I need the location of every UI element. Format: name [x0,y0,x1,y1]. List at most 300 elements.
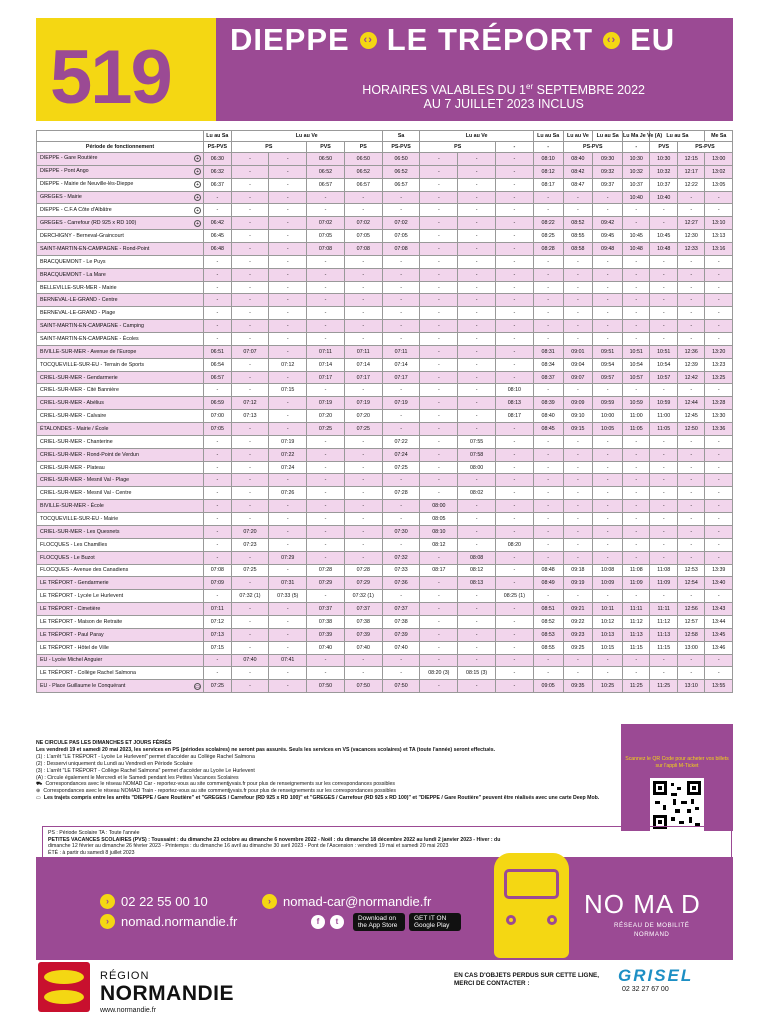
departure-time: - [269,333,307,346]
departure-time: - [623,268,650,281]
departure-time: - [344,255,382,268]
departure-time: 06:52 [307,165,345,178]
qr-code[interactable] [650,778,704,832]
departure-time: 06:54 [204,358,231,371]
departure-time: - [495,243,533,256]
timetable-row [37,577,733,590]
departure-time: 08:34 [533,358,563,371]
departure-time: - [593,513,623,526]
departure-time: - [593,525,623,538]
note-3: (3) : L'arrêt "LE TRÉPORT - Collège Rachel Salmona" permet d'accéder au Lycée Le Hurlevent [36,767,255,774]
connection-icon: + [194,207,201,214]
departure-time: - [458,513,496,526]
departure-time: - [650,461,677,474]
route-panel [216,18,733,121]
departure-time: - [458,384,496,397]
departure-time: - [458,307,496,320]
departure-time: 11:05 [650,423,677,436]
departure-time: - [231,243,269,256]
departure-time: - [420,191,458,204]
departure-time: - [533,294,563,307]
departure-time: 07:07 [231,345,269,358]
departure-time: - [458,615,496,628]
stop-name [37,345,204,358]
stop-name [37,628,204,641]
departure-time: - [344,667,382,680]
departure-time: 08:10 [495,384,533,397]
departure-time: 08:49 [533,577,563,590]
departure-time: - [593,654,623,667]
departure-time: - [495,153,533,166]
departure-time: - [269,217,307,230]
timetable-row [37,603,733,616]
stop-label: LE TRÉPORT - Gendarmerie [40,580,109,587]
departure-time: 10:05 [593,423,623,436]
departure-time: - [563,525,593,538]
departure-time: 07:19 [382,397,420,410]
stop-label: ÉTALONDES - Mairie / École [40,425,109,432]
nomad-sub1: RÉSEAU DE MOBILITÉ [614,922,690,929]
timetable-row [37,487,733,500]
stop-name [37,525,204,538]
departure-time: - [307,320,345,333]
day-group-label: Lu Ma Je Ve (A) [623,131,650,142]
departure-time: 06:42 [204,217,231,230]
departure-time: - [204,294,231,307]
departure-time: 07:40 [382,641,420,654]
departure-time: 07:58 [458,448,496,461]
departure-time: - [307,255,345,268]
departure-time: - [231,615,269,628]
connection-icon: + [194,168,201,175]
via-name: LE TRÉPORT [386,22,594,57]
departure-time: 10:30 [623,153,650,166]
departure-time: 08:10 [533,153,563,166]
header [36,18,733,121]
departure-time: 10:30 [650,153,677,166]
departure-time: - [420,165,458,178]
departure-time: 09:19 [563,577,593,590]
departure-time: - [677,461,704,474]
departure-time: 10:40 [623,191,650,204]
departure-time: 07:29 [269,551,307,564]
departure-time: - [204,654,231,667]
departure-time: 10:37 [623,178,650,191]
departure-time: - [382,513,420,526]
departure-time: 09:10 [563,410,593,423]
departure-time: - [420,204,458,217]
timetable-row [37,615,733,628]
departure-time: 12:33 [677,243,704,256]
departure-time: 12:45 [677,410,704,423]
departure-time: 08:00 [458,461,496,474]
facebook-icon[interactable]: f [311,915,325,929]
departure-time: - [563,500,593,513]
departure-time: 07:38 [344,615,382,628]
departure-time: - [231,487,269,500]
departure-time: 07:20 [231,525,269,538]
departure-time: - [307,307,345,320]
departure-time: 07:08 [204,564,231,577]
departure-time: - [231,423,269,436]
stop-label: TOCQUEVILLE-SUR-EU - Terrain de Sports [40,361,145,368]
departure-time: 07:37 [382,603,420,616]
stop-name [37,243,204,256]
departure-time: - [269,603,307,616]
phone-contact[interactable] [100,894,208,909]
departure-time: - [533,191,563,204]
departure-time: - [705,551,733,564]
departure-time: 07:02 [344,217,382,230]
departure-time: - [677,294,704,307]
period-header-row [37,142,733,153]
departure-time: - [563,255,593,268]
departure-time: 08:55 [533,641,563,654]
departure-time: - [495,680,533,693]
departure-time: 08:45 [533,423,563,436]
departure-time: - [204,461,231,474]
app-store-badge[interactable]: Download on the App Store [353,913,405,931]
departure-time: - [269,641,307,654]
departure-time: 07:24 [269,461,307,474]
departure-time: 13:20 [705,345,733,358]
connection-icon: + [194,181,201,188]
departure-time: - [231,500,269,513]
stop-label: BIVILLE-SUR-MER - École [40,503,104,510]
departure-time: - [458,358,496,371]
departure-time: 13:43 [705,603,733,616]
departure-time: 09:57 [593,371,623,384]
day-group-label: Lu au Sa [593,131,623,142]
departure-time: - [420,628,458,641]
departure-time: - [495,551,533,564]
departure-time: 11:11 [623,603,650,616]
stop-label: CRIEL-SUR-MER - Cité Bannière [40,387,119,394]
departure-time: 12:57 [677,615,704,628]
stop-label: GREGES - Carrefour (RD 925 x RD 100) [40,219,137,226]
stop-label: LE TRÉPORT - Cimetière [40,606,101,612]
departure-time: - [623,513,650,526]
departure-time: 06:50 [344,153,382,166]
departure-time: - [533,513,563,526]
departure-time: 09:23 [563,628,593,641]
website-link[interactable] [100,914,237,929]
stop-label: DIEPPE - Gare Routière [40,155,98,162]
timetable-row [37,153,733,166]
departure-time: - [533,333,563,346]
departure-time: 11:25 [650,680,677,693]
departure-time: - [677,281,704,294]
departure-time: 06:52 [382,165,420,178]
departure-time: - [307,513,345,526]
departure-time: - [382,320,420,333]
stop-label: CRIEL-SUR-MER - Gendarmerie [40,374,118,381]
region-label: RÉGION [100,970,150,982]
departure-time: - [307,204,345,217]
stop-name [37,538,204,551]
departure-time: 06:57 [344,178,382,191]
departure-time: 13:40 [705,577,733,590]
timetable-row [37,641,733,654]
departure-time: - [495,294,533,307]
departure-time: - [650,281,677,294]
departure-time: 10:51 [650,345,677,358]
departure-time: - [231,358,269,371]
departure-time: - [623,217,650,230]
departure-time: - [307,281,345,294]
departure-time: - [495,217,533,230]
departure-time: - [705,435,733,448]
departure-time: 06:57 [382,178,420,191]
departure-time: - [593,333,623,346]
departure-time: 10:54 [650,358,677,371]
period-group-label: PVS [307,142,345,153]
stop-name [37,333,204,346]
departure-time: 12:27 [677,217,704,230]
departure-time: - [677,333,704,346]
departure-time: 07:11 [382,345,420,358]
departure-time: - [593,307,623,320]
departure-time: 11:09 [623,577,650,590]
departure-time: - [231,204,269,217]
periods-box [42,826,732,861]
stop-label: FLOCQUES - Le Buzot [40,554,95,561]
departure-time: 07:17 [307,371,345,384]
departure-time: - [344,191,382,204]
departure-time: - [307,654,345,667]
departure-time: - [269,564,307,577]
departure-time: 08:08 [458,551,496,564]
departure-time: - [344,294,382,307]
stop-name [37,564,204,577]
departure-time: - [623,525,650,538]
departure-time: - [458,217,496,230]
email-contact[interactable] [262,894,431,909]
departure-time: - [269,371,307,384]
departure-time: - [677,384,704,397]
departure-time: 07:05 [307,230,345,243]
departure-time: - [344,281,382,294]
departure-time: 07:08 [307,243,345,256]
departure-time: - [677,538,704,551]
departure-time: 10:59 [623,397,650,410]
departure-time: 12:50 [677,423,704,436]
departure-time: 08:42 [563,165,593,178]
departure-time: - [458,603,496,616]
departure-time: - [382,333,420,346]
departure-time: 07:37 [344,603,382,616]
stop-label: CRIEL-SUR-MER - Mesnil Val - Centre [40,490,132,497]
departure-time: 10:45 [623,230,650,243]
departure-time: - [269,667,307,680]
departure-time: - [344,551,382,564]
departure-time: - [458,165,496,178]
departure-time: 07:24 [382,448,420,461]
departure-time: 10:15 [593,641,623,654]
departure-time: 06:59 [204,397,231,410]
departure-time: - [307,474,345,487]
departure-time: 07:08 [382,243,420,256]
departure-time: - [420,410,458,423]
train-icon: ⊕ [36,788,41,795]
departure-time: 08:13 [495,397,533,410]
notes-line1: Les vendredi 19 et samedi 20 mai 2023, les services en PS (périodes scolaires) ne seront pas assurés. Seuls les services en VS (vacances scolaires) et TA (toute l'année) seront effectués. [36,746,496,753]
departure-time: 07:05 [344,230,382,243]
departure-time: - [420,294,458,307]
departure-time: - [382,204,420,217]
bidirectional-arrow-icon: ‹› [603,32,620,49]
departure-time: - [420,641,458,654]
google-play-badge[interactable]: GET IT ON Google Play [409,913,461,931]
connection-icon: + [194,220,201,227]
timetable-row [37,590,733,603]
departure-time: 06:57 [307,178,345,191]
departure-time: 12:22 [677,178,704,191]
departure-time: - [705,487,733,500]
validity-line1-end: SEPTEMBRE 2022 [533,83,645,98]
departure-time: 07:33 [382,564,420,577]
departure-time: - [231,474,269,487]
timetable-row [37,461,733,474]
departure-time: - [705,654,733,667]
departure-time: - [495,435,533,448]
departure-time: - [593,590,623,603]
departure-time: - [677,667,704,680]
departure-time: - [231,307,269,320]
validity-line2: AU 7 JUILLET 2023 INCLUS [423,97,584,112]
departure-time: 10:11 [593,603,623,616]
timetable-row [37,423,733,436]
departure-time: - [495,487,533,500]
departure-time: - [458,474,496,487]
departure-time: 13:25 [705,371,733,384]
departure-time: - [650,320,677,333]
footer [36,857,733,960]
period-group-label: - [495,142,533,153]
departure-time: 12:30 [677,230,704,243]
departure-time: - [458,397,496,410]
departure-time: - [495,358,533,371]
departure-time: 07:08 [344,243,382,256]
departure-time: - [495,525,533,538]
departure-time: 07:20 [307,410,345,423]
departure-time: - [307,448,345,461]
departure-time: - [231,680,269,693]
departure-time: - [458,191,496,204]
timetable-row [37,320,733,333]
timetable-row [37,307,733,320]
departure-time: - [420,255,458,268]
departure-time: 12:17 [677,165,704,178]
departure-time: 11:15 [650,641,677,654]
timetable-row [37,448,733,461]
departure-time: - [623,307,650,320]
card-icon: ▭ [36,795,41,802]
departure-time: - [563,268,593,281]
timetable-row [37,397,733,410]
departure-time: 13:45 [705,628,733,641]
timetable-row [37,178,733,191]
bus-logo-icon [494,853,569,958]
departure-time: - [623,461,650,474]
departure-time: 07:28 [344,564,382,577]
departure-time: - [533,320,563,333]
departure-time: 07:50 [344,680,382,693]
departure-time: - [204,435,231,448]
departure-time: 08:48 [533,564,563,577]
departure-time: 08:00 [420,500,458,513]
day-group-label: Lu au Ve [420,131,533,142]
departure-time: - [231,371,269,384]
departure-time: - [231,628,269,641]
website-url: nomad.normandie.fr [121,914,238,929]
departure-time: - [269,294,307,307]
departure-time: - [650,525,677,538]
timetable-row [37,680,733,693]
departure-time: - [533,307,563,320]
departure-time: - [269,615,307,628]
twitter-icon[interactable]: t [330,915,344,929]
departure-time: - [231,191,269,204]
departure-time: - [623,294,650,307]
timetable-row [37,513,733,526]
departure-time: - [420,461,458,474]
departure-time: - [269,410,307,423]
stop-label: CRIEL-SUR-MER - Mesnil Val - Plage [40,477,130,484]
stop-label: SAINT-MARTIN-EN-CAMPAGNE - Écoles [40,335,139,342]
departure-time: - [307,551,345,564]
departure-time: - [705,307,733,320]
departure-time: - [705,384,733,397]
departure-time: - [420,615,458,628]
departure-time: - [231,384,269,397]
departure-time: 09:22 [563,615,593,628]
departure-time: 08:52 [533,615,563,628]
stop-name [37,513,204,526]
timetable-row [37,243,733,256]
stop-name [37,281,204,294]
departure-time: - [495,333,533,346]
stop-label: BRACQUEMONT - Le Puys [40,258,106,265]
departure-time: 09:04 [563,358,593,371]
departure-time: - [420,178,458,191]
departure-time: 07:17 [382,371,420,384]
departure-time: 06:57 [204,371,231,384]
departure-time: - [382,654,420,667]
departure-time: 08:02 [458,487,496,500]
stop-label: LE TRÉPORT - Collège Rachel Salmona [40,670,136,677]
departure-time: - [231,513,269,526]
departure-time: - [563,590,593,603]
stop-name [37,204,204,217]
departure-time: 07:30 [382,525,420,538]
departure-time: 08:37 [533,371,563,384]
timetable-row [37,255,733,268]
bus-icon: ▭ [195,683,200,690]
departure-time: - [344,513,382,526]
period-group-label: PS [344,142,382,153]
nomad-logo: NO MA D [584,889,701,919]
departure-time: - [382,191,420,204]
departure-time: 08:22 [533,217,563,230]
departure-time: - [307,500,345,513]
stop-name [37,667,204,680]
region-url[interactable]: www.normandie.fr [100,1007,157,1014]
notes-title: NE CIRCULE PAS LES DIMANCHES ET JOURS FÉRIÉS [36,740,172,746]
departure-time: - [231,255,269,268]
departure-time: - [344,474,382,487]
departure-time: - [420,423,458,436]
